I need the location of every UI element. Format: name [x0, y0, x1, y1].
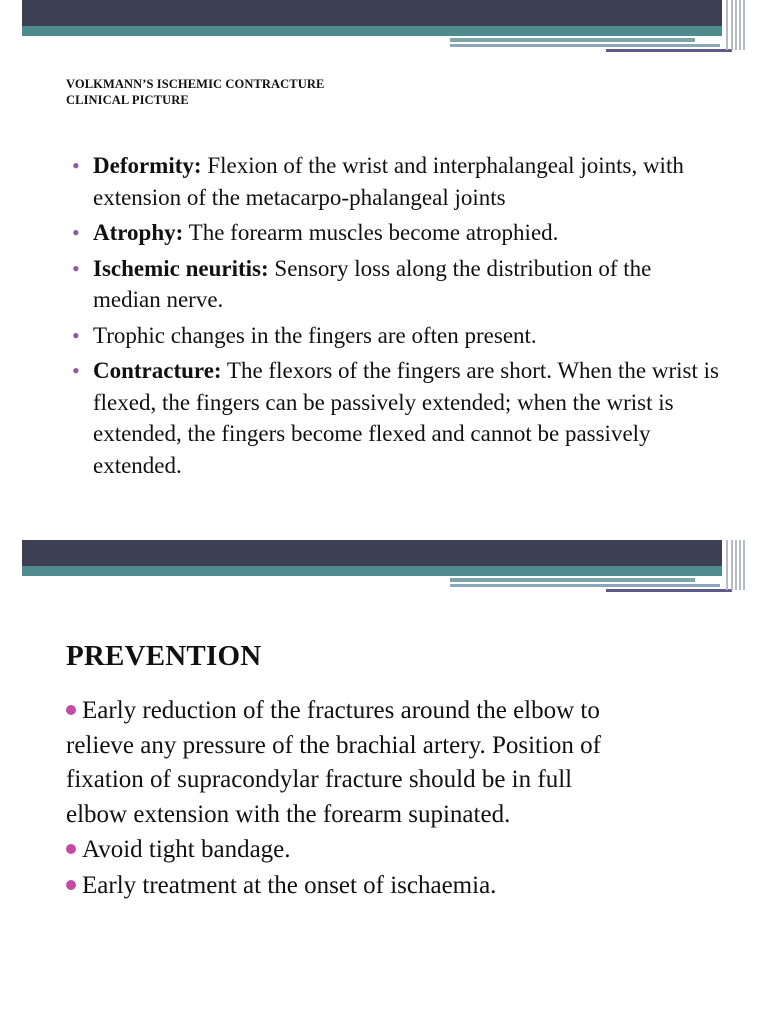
slide-title-line: VOLKMANN’S ISCHEMIC CONTRACTURE: [66, 77, 325, 91]
bullet-list: [70, 150, 720, 485]
list-item: [70, 355, 720, 481]
slide-header-decoration: [0, 0, 768, 56]
bullet-list: [66, 694, 626, 904]
header-line: [450, 38, 695, 42]
header-line: [450, 584, 720, 587]
bullet-icon: •: [72, 220, 80, 245]
list-item: [70, 150, 720, 213]
bullet-icon: •: [72, 153, 80, 178]
bullet-label: Ischemic neuritis:: [93, 255, 269, 281]
list-item: [66, 869, 626, 904]
bullet-label: Atrophy:: [93, 220, 184, 245]
bullet-icon: •: [72, 255, 80, 281]
bullet-icon: •: [72, 358, 80, 383]
bullet-text: Sensory loss along the distribution of the median nerve.: [93, 255, 652, 312]
slide-subtitle-line: CLINICAL PICTURE: [66, 93, 189, 107]
list-item: [70, 253, 720, 316]
header-line-accent: [606, 589, 732, 592]
bullet-text: Early reduction of the fractures around the elbow to relieve any pressure of the brachial artery. Position of fixation of supracondylar fracture should be in full elbow extension with the forearm supinated.: [66, 697, 601, 828]
bullet-icon: [66, 705, 76, 715]
header-line: [450, 578, 695, 582]
slide-title: PREVENTION: [66, 640, 262, 672]
header-bar-teal: [22, 566, 722, 576]
slide-header-decoration: [0, 540, 768, 596]
header-line-accent: [606, 49, 732, 52]
list-item: [66, 694, 626, 832]
header-stripes: [726, 540, 748, 590]
bullet-text: The flexors of the fingers are short. When the wrist is flexed, the fingers can be passively extended; when the wrist is extended, the fingers become flexed and cannot be passively extended.: [93, 358, 719, 478]
bullet-text: Early treatment at the onset of ischaemia.: [82, 871, 497, 899]
header-bar-dark: [22, 0, 722, 26]
slide-title: [66, 76, 324, 108]
bullet-icon: [66, 844, 76, 854]
bullet-text: Trophic changes in the fingers are often present.: [93, 322, 537, 348]
list-item: [66, 833, 626, 868]
bullet-icon: •: [72, 322, 80, 348]
slide-prevention: [0, 540, 768, 1024]
header-bar-dark: [22, 540, 722, 566]
bullet-label: Deformity:: [93, 153, 202, 178]
list-item: [70, 217, 720, 249]
bullet-text: Flexion of the wrist and interphalangeal joints, with extension of the metacarpo-phalangeal joints: [93, 153, 684, 210]
header-stripes: [726, 0, 748, 50]
list-item: [70, 320, 720, 352]
header-line: [450, 44, 720, 47]
bullet-text: The forearm muscles become atrophied.: [183, 220, 559, 245]
bullet-label: Contracture:: [93, 358, 222, 383]
bullet-icon: [66, 880, 76, 890]
header-bar-teal: [22, 26, 722, 36]
bullet-text: Avoid tight bandage.: [82, 836, 291, 863]
